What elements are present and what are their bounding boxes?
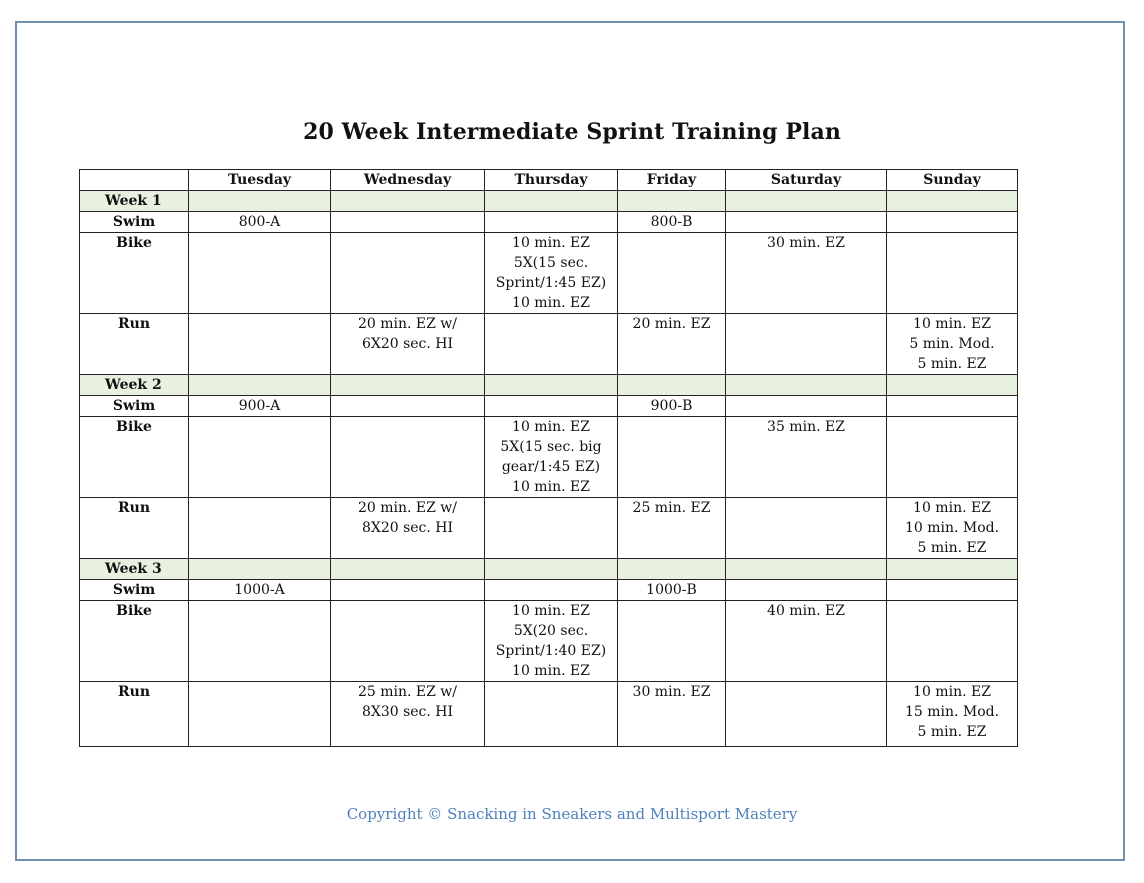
week-header-row: [80, 191, 1018, 212]
workout-cell: [887, 601, 1018, 682]
week-header-cell: [887, 559, 1018, 580]
workout-cell: [726, 212, 887, 233]
workout-cell: [726, 498, 887, 559]
activity-row: [80, 314, 1018, 375]
workout-cell: [485, 212, 618, 233]
workout-cell: 20 min. EZ w/ 8X20 sec. HI: [331, 498, 485, 559]
workout-cell: 800-A: [189, 212, 331, 233]
column-header-blank: [80, 170, 189, 191]
workout-cell: 800-B: [618, 212, 726, 233]
workout-cell: [485, 682, 618, 747]
workout-cell: [485, 396, 618, 417]
week-header-cell: [726, 191, 887, 212]
workout-cell: 25 min. EZ w/ 8X30 sec. HI: [331, 682, 485, 747]
week-header-cell: [485, 375, 618, 396]
activity-label: Swim: [80, 396, 189, 417]
column-header-friday: Friday: [618, 170, 726, 191]
workout-cell: [887, 233, 1018, 314]
week-label: Week 1: [80, 191, 189, 212]
week-header-cell: [485, 191, 618, 212]
workout-cell: [331, 601, 485, 682]
workout-cell: [726, 396, 887, 417]
training-plan-table: [79, 169, 1018, 747]
workout-cell: [189, 417, 331, 498]
activity-label: Bike: [80, 233, 189, 314]
workout-cell: 30 min. EZ: [618, 682, 726, 747]
activity-row: [80, 417, 1018, 498]
activity-label: Swim: [80, 580, 189, 601]
workout-cell: [331, 212, 485, 233]
week-header-cell: [331, 375, 485, 396]
week-header-cell: [189, 559, 331, 580]
week-header-cell: [331, 191, 485, 212]
workout-cell: 10 min. EZ 15 min. Mod. 5 min. EZ: [887, 682, 1018, 747]
week-header-cell: [726, 559, 887, 580]
week-header-cell: [726, 375, 887, 396]
plan-body: [80, 191, 1018, 747]
workout-cell: [485, 314, 618, 375]
week-header-cell: [189, 191, 331, 212]
workout-cell: 10 min. EZ 5X(15 sec. Sprint/1:45 EZ) 10 min. EZ: [485, 233, 618, 314]
column-header-thursday: Thursday: [485, 170, 618, 191]
workout-cell: 900-A: [189, 396, 331, 417]
activity-row: [80, 212, 1018, 233]
week-header-cell: [887, 375, 1018, 396]
workout-cell: [618, 233, 726, 314]
week-header-cell: [189, 375, 331, 396]
workout-cell: [189, 498, 331, 559]
page-title: 20 Week Intermediate Sprint Training Plan: [303, 119, 841, 145]
workout-cell: [331, 417, 485, 498]
workout-cell: [189, 233, 331, 314]
workout-cell: 10 min. EZ 5X(15 sec. big gear/1:45 EZ) 10 min. EZ: [485, 417, 618, 498]
workout-cell: 35 min. EZ: [726, 417, 887, 498]
activity-label: Run: [80, 682, 189, 747]
workout-cell: 10 min. EZ 5 min. Mod. 5 min. EZ: [887, 314, 1018, 375]
activity-row: [80, 233, 1018, 314]
workout-cell: 10 min. EZ 5X(20 sec. Sprint/1:40 EZ) 10 min. EZ: [485, 601, 618, 682]
workout-cell: 1000-B: [618, 580, 726, 601]
activity-row: [80, 601, 1018, 682]
column-header-saturday: Saturday: [726, 170, 887, 191]
workout-cell: 25 min. EZ: [618, 498, 726, 559]
workout-cell: [618, 417, 726, 498]
workout-cell: [189, 601, 331, 682]
activity-label: Run: [80, 498, 189, 559]
workout-cell: [726, 682, 887, 747]
activity-row: [80, 498, 1018, 559]
activity-label: Bike: [80, 417, 189, 498]
workout-cell: [887, 580, 1018, 601]
week-label: Week 2: [80, 375, 189, 396]
workout-cell: [485, 498, 618, 559]
week-header-cell: [618, 191, 726, 212]
workout-cell: 20 min. EZ: [618, 314, 726, 375]
workout-cell: [887, 396, 1018, 417]
workout-cell: [189, 314, 331, 375]
workout-cell: [618, 601, 726, 682]
workout-cell: [331, 580, 485, 601]
workout-cell: [887, 212, 1018, 233]
workout-cell: 40 min. EZ: [726, 601, 887, 682]
workout-cell: [485, 580, 618, 601]
workout-cell: 20 min. EZ w/ 6X20 sec. HI: [331, 314, 485, 375]
activity-label: Swim: [80, 212, 189, 233]
workout-cell: 900-B: [618, 396, 726, 417]
activity-label: Run: [80, 314, 189, 375]
column-header-tuesday: Tuesday: [189, 170, 331, 191]
column-header-sunday: Sunday: [887, 170, 1018, 191]
week-label: Week 3: [80, 559, 189, 580]
week-header-row: [80, 559, 1018, 580]
week-header-cell: [618, 559, 726, 580]
activity-label: Bike: [80, 601, 189, 682]
week-header-cell: [331, 559, 485, 580]
workout-cell: 1000-A: [189, 580, 331, 601]
workout-cell: [331, 396, 485, 417]
activity-row: [80, 682, 1018, 747]
activity-row: [80, 396, 1018, 417]
week-header-cell: [618, 375, 726, 396]
week-header-cell: [887, 191, 1018, 212]
header-row: [80, 170, 1018, 191]
workout-cell: 10 min. EZ 10 min. Mod. 5 min. EZ: [887, 498, 1018, 559]
workout-cell: [726, 314, 887, 375]
workout-cell: [726, 580, 887, 601]
activity-row: [80, 580, 1018, 601]
workout-cell: 30 min. EZ: [726, 233, 887, 314]
workout-cell: [189, 682, 331, 747]
week-header-cell: [485, 559, 618, 580]
column-header-wednesday: Wednesday: [331, 170, 485, 191]
copyright-notice: Copyright © Snacking in Sneakers and Multisport Mastery: [346, 805, 798, 823]
week-header-row: [80, 375, 1018, 396]
workout-cell: [331, 233, 485, 314]
workout-cell: [887, 417, 1018, 498]
